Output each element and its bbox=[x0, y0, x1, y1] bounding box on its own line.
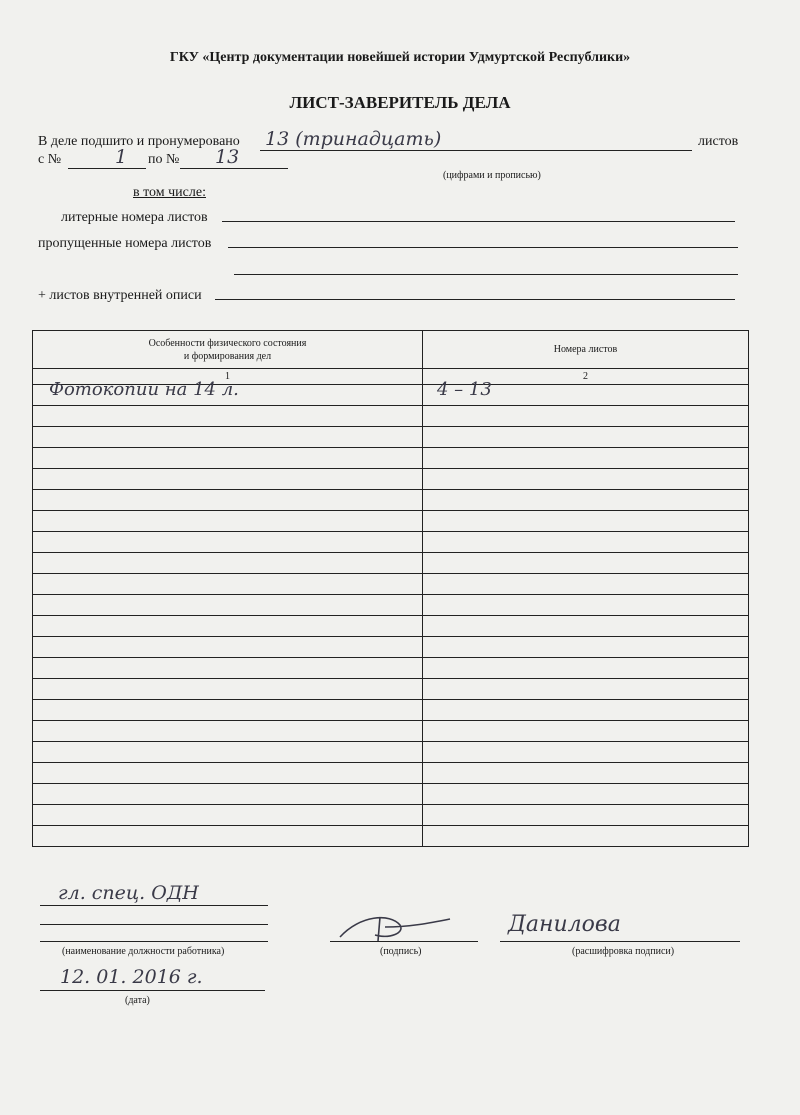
table-row bbox=[33, 532, 749, 553]
sheet-count-value: 13 (тринадцать) bbox=[265, 128, 442, 150]
col1-number: 1 bbox=[33, 369, 423, 385]
table-row bbox=[33, 637, 749, 658]
signature-label: (подпись) bbox=[380, 946, 422, 957]
table-row bbox=[33, 658, 749, 679]
document-title: ЛИСТ-ЗАВЕРИТЕЛЬ ДЕЛА bbox=[289, 93, 511, 112]
sheet-numbers-cell bbox=[423, 721, 749, 742]
sheet-numbers-cell bbox=[423, 469, 749, 490]
features-cell bbox=[33, 553, 423, 574]
table-row bbox=[33, 490, 749, 511]
features-cell bbox=[33, 805, 423, 826]
position-line-3 bbox=[40, 941, 268, 942]
table-row-1-sheets bbox=[423, 379, 749, 406]
features-cell bbox=[33, 448, 423, 469]
table-row bbox=[33, 406, 749, 427]
features-cell bbox=[33, 427, 423, 448]
to-number-value: 13 bbox=[215, 146, 240, 168]
sheet-numbers-cell bbox=[423, 427, 749, 448]
features-cell bbox=[33, 637, 423, 658]
features-cell bbox=[33, 532, 423, 553]
sheet-numbers-cell bbox=[423, 742, 749, 763]
sheet-numbers-cell bbox=[423, 763, 749, 784]
table-row bbox=[33, 742, 749, 763]
features-cell bbox=[33, 742, 423, 763]
sheet-numbers-cell bbox=[423, 511, 749, 532]
sheet-numbers-cell bbox=[423, 616, 749, 637]
liter-numbers-label: литерные номера листов bbox=[61, 210, 208, 225]
to-number-line bbox=[180, 168, 288, 169]
inventory-sheets-line bbox=[215, 299, 735, 300]
liter-numbers-line bbox=[222, 221, 735, 222]
signature-line bbox=[330, 941, 478, 942]
features-cell bbox=[33, 616, 423, 637]
table-row-1-features bbox=[33, 379, 423, 406]
including-label: в том числе: bbox=[133, 185, 206, 200]
col1-header: Особенности физического состояния и формирования дел bbox=[33, 331, 423, 369]
features-cell bbox=[33, 826, 423, 847]
sheet-numbers-cell bbox=[423, 595, 749, 616]
table-row bbox=[33, 805, 749, 826]
table-row bbox=[33, 574, 749, 595]
table-row bbox=[33, 553, 749, 574]
features-cell bbox=[33, 700, 423, 721]
missing-numbers-line-2 bbox=[234, 274, 738, 275]
sheet-numbers-cell bbox=[423, 826, 749, 847]
col2-header: Номера листов bbox=[423, 331, 749, 369]
position-line-1 bbox=[40, 905, 268, 906]
table-row bbox=[33, 679, 749, 700]
table-row bbox=[33, 427, 749, 448]
sheet-numbers-cell bbox=[423, 658, 749, 679]
sheet-numbers-cell bbox=[423, 448, 749, 469]
missing-numbers-line bbox=[228, 247, 738, 248]
date-line bbox=[40, 990, 265, 991]
sheet-count-line bbox=[260, 150, 692, 151]
features-cell bbox=[33, 490, 423, 511]
physical-state-table bbox=[32, 330, 749, 847]
sheet-numbers-cell bbox=[423, 406, 749, 427]
table-row bbox=[33, 511, 749, 532]
from-number-label: с № bbox=[38, 152, 62, 167]
to-number-label: по № bbox=[148, 152, 180, 167]
sheet-numbers-cell bbox=[423, 637, 749, 658]
features-cell bbox=[33, 721, 423, 742]
table-row bbox=[33, 700, 749, 721]
sheets-suffix: листов bbox=[698, 134, 739, 149]
features-cell bbox=[33, 469, 423, 490]
sheet-numbers-cell bbox=[423, 805, 749, 826]
digits-and-words-hint: (цифрами и прописью) bbox=[443, 170, 541, 181]
inventory-sheets-label: + листов внутренней описи bbox=[38, 288, 202, 303]
features-cell bbox=[33, 658, 423, 679]
sheet-numbers-cell bbox=[423, 784, 749, 805]
signature-scribble bbox=[330, 905, 470, 945]
sheet-numbers-cell bbox=[423, 700, 749, 721]
sheet-numbers-cell bbox=[423, 679, 749, 700]
features-value: Фотокопии на 14 л. bbox=[49, 379, 239, 400]
position-label: (наименование должности работника) bbox=[62, 946, 225, 957]
features-cell bbox=[33, 679, 423, 700]
sheet-numbers-value: 4 – 13 bbox=[437, 379, 492, 400]
institution-name: ГКУ «Центр документации новейшей истории Удмуртской Республики» bbox=[169, 50, 631, 65]
table-row bbox=[33, 448, 749, 469]
col2-number: 2 bbox=[423, 369, 749, 385]
decoding-label: (расшифровка подписи) bbox=[572, 946, 675, 957]
date-value: 12. 01. 2016 г. bbox=[60, 966, 203, 988]
sheet-numbers-cell bbox=[423, 553, 749, 574]
position-line-2 bbox=[40, 924, 268, 925]
table-row bbox=[33, 721, 749, 742]
decoding-value: Данилова bbox=[508, 912, 621, 937]
features-cell bbox=[33, 574, 423, 595]
features-cell bbox=[33, 784, 423, 805]
table-row bbox=[33, 616, 749, 637]
decoding-line bbox=[500, 941, 740, 942]
sheet-numbers-cell bbox=[423, 532, 749, 553]
sheet-numbers-cell bbox=[423, 490, 749, 511]
table-row bbox=[33, 784, 749, 805]
position-value: гл. спец. ОДН bbox=[58, 882, 199, 904]
from-number-value: 1 bbox=[115, 146, 128, 168]
sheet-numbers-cell bbox=[423, 574, 749, 595]
features-cell bbox=[33, 511, 423, 532]
table-row bbox=[33, 469, 749, 490]
table-row bbox=[33, 595, 749, 616]
missing-numbers-label: пропущенные номера листов bbox=[38, 236, 212, 251]
table-row bbox=[33, 763, 749, 784]
features-cell bbox=[33, 595, 423, 616]
features-cell bbox=[33, 406, 423, 427]
table-row bbox=[33, 826, 749, 847]
from-number-line bbox=[68, 168, 146, 169]
date-label: (дата) bbox=[125, 995, 150, 1006]
features-cell bbox=[33, 763, 423, 784]
sewn-numbered-label: В деле подшито и пронумеровано bbox=[38, 134, 240, 149]
